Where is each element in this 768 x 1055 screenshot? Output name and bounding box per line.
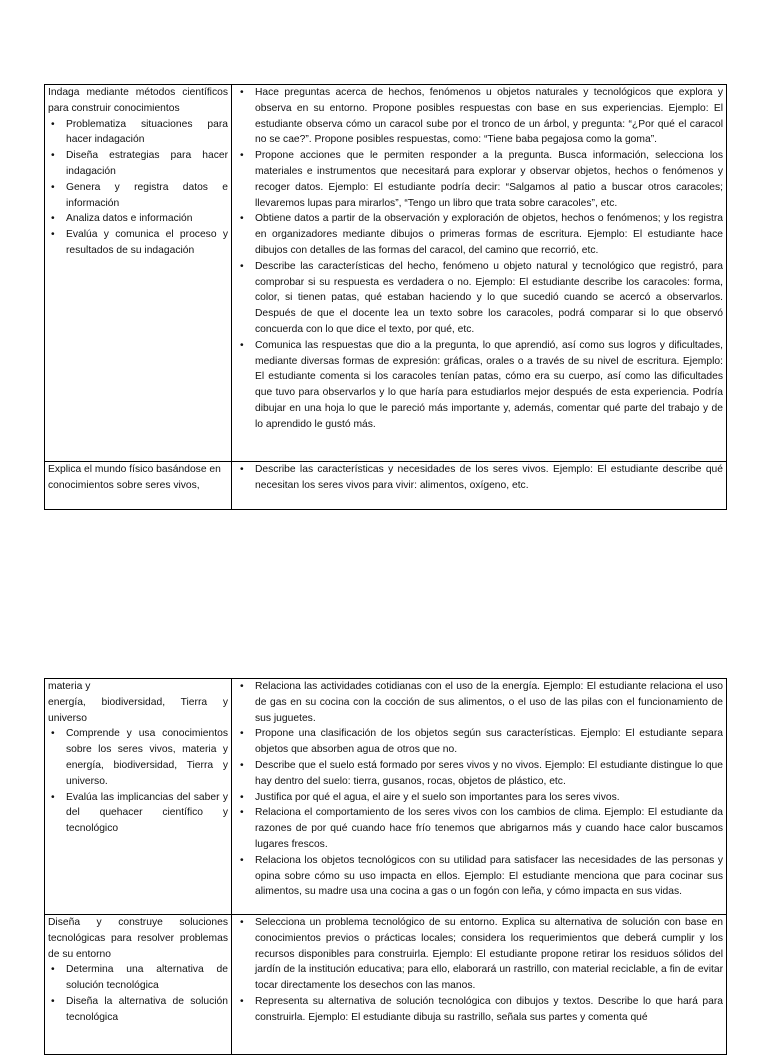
- competence-title: Explica el mundo físico basándose en: [48, 464, 221, 475]
- competence-cell: [45, 679, 232, 915]
- descriptor-item: • Justifica por qué el agua, el aire y el suelo son importantes para los seres vivos.: [235, 790, 723, 806]
- capacity-item: • Genera y registra datos e información: [48, 180, 228, 212]
- descriptor-item: • Propone acciones que le permiten responder a la pregunta. Busca información, selecciona los materiales e instrumentos que necesitará para explorar y observar objetos, hechos o fenómenos y recoger datos. Ejemplo: El estudiante podría decir: “Salgamos al patio a buscar otros caracoles; llevaremos lupas para mirarlos”, “Tengo un libro que trata sobre caracoles”, etc.: [235, 148, 723, 211]
- capacity-item: • Analiza datos e información: [48, 211, 228, 227]
- descriptor-item: • Propone una clasificación de los objetos según sus características. Ejemplo: El estudiante separa objetos que absorben agua de otros que no.: [235, 726, 723, 758]
- capacity-item: • Comprende y usa conocimientos sobre los seres vivos, materia y energía, biodiversidad, Tierra y universo.: [48, 726, 228, 789]
- descriptor-item: • Describe que el suelo está formado por seres vivos y no vivos. Ejemplo: El estudiante distingue lo que hay dentro del suelo: tierra, gusanos, rocas, objetos de plástico, etc.: [235, 758, 723, 790]
- competence-cell: [45, 915, 232, 1055]
- capacity-list: [48, 117, 228, 259]
- descriptor-item: • Obtiene datos a partir de la observación y exploración de objetos, hechos o fenómenos; y los registra en organizadores mediante dibujos o primeras formas de escritura. Ejemplo: El estudiante hace dibujos con detalles de las formas del caracol, del camino que recorrió, etc.: [235, 211, 723, 258]
- descriptor-item: • Relaciona las actividades cotidianas con el uso de la energía. Ejemplo: El estudiante relaciona el uso de gas en su cocina con la cocción de sus alimentos, o el uso de las pilas con el funcionamiento de sus juguetes.: [235, 679, 723, 726]
- competence-cell: [45, 462, 232, 510]
- descriptor-item: • Describe las características del hecho, fenómeno u objeto natural y tecnológico que registró, para comprobar si su respuesta es verdadera o no. Ejemplo: El estudiante describe los caracoles: forma, color, si tienen patas, qué estaban haciendo y lo que sucedió cuando se acercó a observarlos. Después de que el docente lea un texto sobre los caracoles, podrá comparar si lo que observó concuerda con lo que dice el texto, por qué, etc.: [235, 259, 723, 338]
- capacity-list: [48, 962, 228, 1025]
- descriptor-list: [235, 679, 723, 900]
- descriptor-list: [235, 915, 723, 1026]
- descriptor-item: • Relaciona el comportamiento de los seres vivos con los cambios de clima. Ejemplo: El estudiante da razones de por qué cuando hace frío tenemos que abrigarnos más y cuando hace calor buscamos lugares frescos.: [235, 805, 723, 852]
- descriptor-item: • Describe las características y necesidades de los seres vivos. Ejemplo: El estudiante describe qué necesitan los seres vivos para vivir: alimentos, oxígeno, etc.: [235, 462, 723, 494]
- table-row: [45, 85, 727, 462]
- capacity-item: • Diseña la alternativa de solución tecnológica: [48, 994, 228, 1026]
- descriptor-item: • Representa su alternativa de solución tecnológica con dibujos y textos. Describe lo que hará para construirla. Ejemplo: El estudiante dibuja su rastrillo, señala sus partes y comenta qué: [235, 994, 723, 1026]
- descriptor-item: • Comunica las respuestas que dio a la pregunta, lo que aprendió, así como sus logros y dificultades, mediante diversas formas de expresión: gráficas, orales o a través de su nivel de escritura. Ejemplo: El estudiante comenta si los caracoles tenían patas, cómo era su cuerpo, así como las dificultades que tuvo para observarlos y lo que haría para estudiarlos mejor después de esta experiencia. Podría dibujar en una hoja lo que le pareció más importante y, además, comentar qué parte del trabajo y de lo aprendido le gustó más.: [235, 338, 723, 433]
- competency-table-page-2: [44, 678, 727, 1055]
- capacity-list: [48, 726, 228, 837]
- descriptor-item: • Hace preguntas acerca de hechos, fenómenos u objetos naturales y tecnológicos que explora y observa en su entorno. Propone posibles respuestas con base en sus experiencias. Ejemplo: El estudiante observa cómo un caracol sube por el tronco de un árbol, y pregunta: “¿Por qué el caracol no se cae?”. Propone posibles respuestas, como: “Tiene baba pegajosa como la goma”.: [235, 85, 723, 148]
- competence-cell: [45, 85, 232, 462]
- table-row: [45, 915, 727, 1055]
- competence-title: Indaga mediante métodos científicos para construir conocimientos: [48, 87, 228, 114]
- descriptor-cell: [232, 462, 727, 510]
- competence-title: materia y: [48, 681, 91, 692]
- competence-title: conocimientos sobre seres vivos,: [48, 479, 200, 491]
- descriptor-item: • Selecciona un problema tecnológico de su entorno. Explica su alternativa de solución con base en conocimientos previos o prácticas locales; considera los requerimientos que deberá cumplir y los recursos disponibles para construirla. Ejemplo: El estudiante propone retirar los residuos sólidos del jardín de la institución educativa; para ello, elaborará un rastrillo, con material reciclable, a fin de evitar tocar directamente los desechos con las manos.: [235, 915, 723, 994]
- table-row: [45, 679, 727, 915]
- descriptor-cell: [232, 679, 727, 915]
- capacity-item: • Evalúa las implicancias del saber y del quehacer científico y tecnológico: [48, 790, 228, 837]
- capacity-item: • Diseña estrategias para hacer indagación: [48, 148, 228, 180]
- descriptor-cell: [232, 85, 727, 462]
- descriptor-list: [235, 85, 723, 433]
- competence-title: energía, biodiversidad, Tierra y universo: [48, 696, 228, 724]
- capacity-item: • Determina una alternativa de solución tecnológica: [48, 962, 228, 994]
- descriptor-cell: [232, 915, 727, 1055]
- descriptor-list: [235, 462, 723, 494]
- capacity-item: • Evalúa y comunica el proceso y resultados de su indagación: [48, 227, 228, 259]
- table-row: [45, 462, 727, 510]
- competency-table-page-1: [44, 84, 727, 510]
- descriptor-item: • Relaciona los objetos tecnológicos con su utilidad para satisfacer las necesidades de las personas y opina sobre cómo su uso impacta en ellos. Ejemplo: El estudiante menciona que para cocinar sus alimentos, su madre usa una cocina a gas o un fogón con leña, y cómo impacta en sus vidas.: [235, 853, 723, 900]
- capacity-item: • Problematiza situaciones para hacer indagación: [48, 117, 228, 149]
- competence-title: Diseña y construye soluciones tecnológicas para resolver problemas de su entorno: [48, 917, 228, 960]
